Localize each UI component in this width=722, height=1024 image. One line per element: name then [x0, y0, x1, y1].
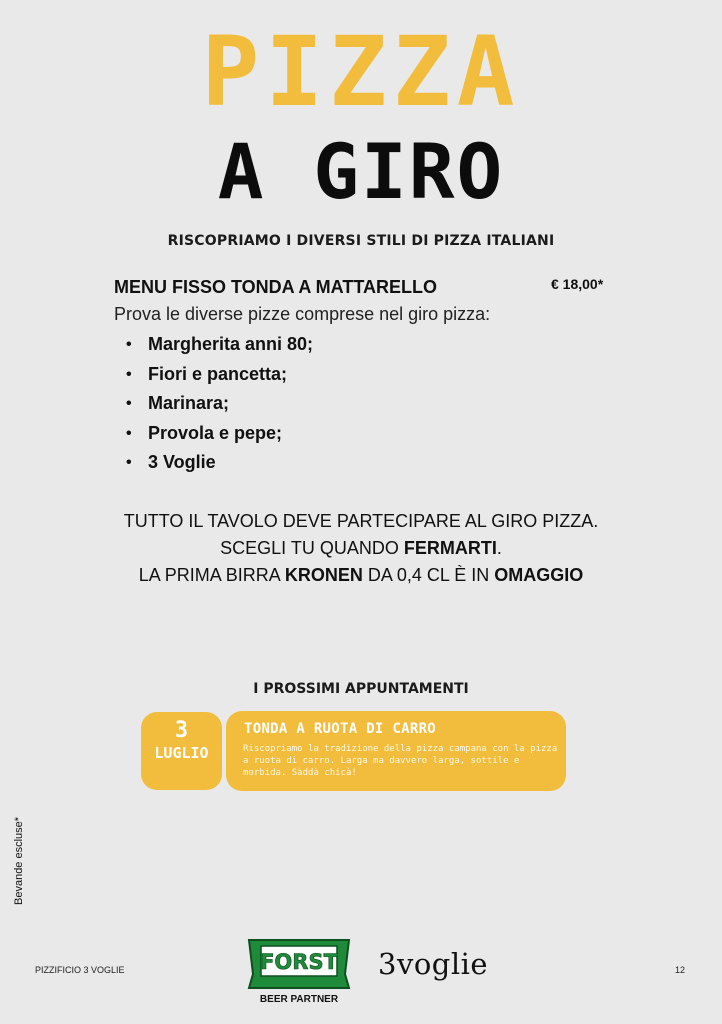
- menu-title: MENU FISSO TONDA A MATTARELLO: [114, 277, 437, 297]
- notice-emphasis: FERMARTI: [403, 538, 497, 558]
- list-item: • Marinara;: [124, 389, 313, 419]
- forst-subtitle: BEER PARTNER: [259, 994, 339, 1005]
- notice-line-1: TUTTO IL TAVOLO DEVE PARTECIPARE AL GIRO PIZZA.: [123, 511, 599, 531]
- notice-text: .: [496, 538, 502, 558]
- menu-description: Prova le diverse pizze comprese nel giro pizza:: [114, 304, 491, 324]
- event-date-badge: [141, 712, 222, 790]
- notice-block: [0, 508, 722, 589]
- notice-line-2: [0, 535, 722, 562]
- list-item: • 3 Voglie: [124, 448, 313, 478]
- list-item: • Provola e pepe;: [124, 419, 313, 449]
- event-description: Riscopriamo la tradizione della pizza campana con la pizza a ruota di carro. Larga ma davvero larga, sottile e morbida. Sàddà chicà!: [243, 744, 558, 778]
- event-card: [226, 711, 566, 791]
- menu-price: € 18,00*: [551, 276, 604, 292]
- appointments-title: I PROSSIMI APPUNTAMENTI: [253, 681, 469, 697]
- page-number: 12: [675, 965, 686, 975]
- notice-text: SCEGLI TU QUANDO: [220, 538, 404, 558]
- list-item: • Fiori e pancetta;: [124, 360, 313, 390]
- notice-emphasis: KRONEN: [284, 565, 363, 585]
- footer-business-name: PIZZIFICIO 3 VOGLIE: [35, 965, 125, 975]
- notice-emphasis: OMAGGIO: [494, 565, 584, 585]
- svg-text:FORST: FORST: [260, 950, 338, 974]
- event-month: LUGLIO: [154, 744, 209, 762]
- notice-text: LA PRIMA BIRRA: [138, 565, 285, 585]
- event-day: 3: [174, 718, 189, 743]
- event-title: TONDA A RUOTA DI CARRO: [244, 721, 437, 737]
- subtitle: RISCOPRIAMO I DIVERSI STILI DI PIZZA ITALIANI: [167, 233, 555, 249]
- title-a-giro: A GIRO: [217, 127, 505, 216]
- pizza-list: [124, 330, 313, 478]
- notice-line-3: [0, 562, 722, 589]
- list-item: • Margherita anni 80;: [124, 330, 313, 360]
- notice-text: DA 0,4 CL È IN: [362, 565, 495, 585]
- title-pizza: PIZZA: [201, 16, 521, 128]
- brand-logo-3voglie: 3voglie: [378, 947, 489, 981]
- side-note: Bevande escluse*: [13, 816, 25, 905]
